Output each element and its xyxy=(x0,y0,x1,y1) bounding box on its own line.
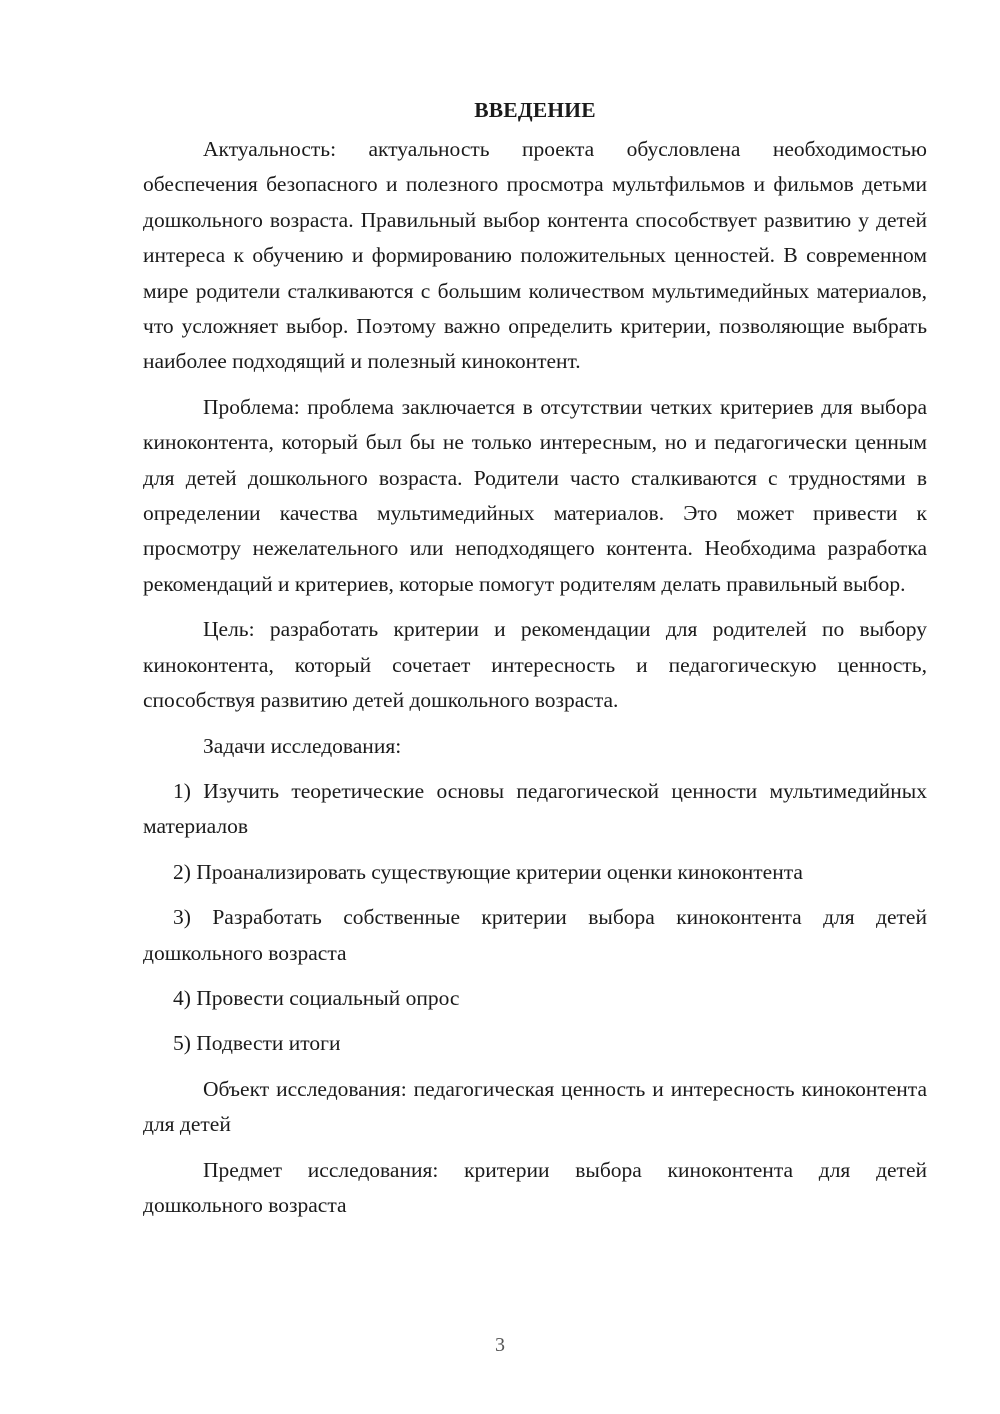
section-heading: ВВЕДЕНИЕ xyxy=(474,98,596,122)
document-page xyxy=(143,94,927,1233)
paragraph-goal: Цель: разработать критерии и рекомендации для родителей по выбору киноконтента, который сочетает интересность и педагогическую ценность, способствуя развитию детей дошкольного возраста. xyxy=(143,617,927,713)
list-item-task-5: 5) Подвести итоги xyxy=(173,1031,341,1056)
paragraph-object: Объект исследования: педагогическая ценность и интересность киноконтента для детей xyxy=(143,1076,927,1137)
paragraph-problem: Проблема: проблема заключается в отсутствии четких критериев для выбора киноконтента, который был бы не только интересным, но и педагогически ценным для детей дошкольного возраста. Родители часто сталкиваются с трудностями в определении качества мультимедийных материалов. Это может привести к просмотру нежелательного или неподходящего контента. Необходима разработка рекомендаций и критериев, которые помогут родителям делать правильный выбор. xyxy=(143,394,927,596)
list-item-task-1: 1) Изучить теоретические основы педагогической ценности мультимедийных материалов xyxy=(143,778,927,839)
paragraph-relevance: Актуальность: актуальность проекта обусловлена необходимостью обеспечения безопасного и полезного просмотра мультфильмов и фильмов детьми дошкольного возраста. Правильный выбор контента способствует развитию у детей интереса к обучению и формированию положительных ценностей. В современном мире родители сталкиваются с большим количеством мультимедийных материалов, что усложняет выбор. Поэтому важно определить критерии, позволяющие выбрать наиболее подходящий и полезный киноконтент. xyxy=(143,137,927,374)
list-item-task-2: 2) Проанализировать существующие критерии оценки киноконтента xyxy=(173,859,803,884)
list-item-task-3: 3) Разработать собственные критерии выбора киноконтента для детей дошкольного возраста xyxy=(143,905,927,965)
tasks-title: Задачи исследования: xyxy=(203,733,402,758)
page-number: 3 xyxy=(495,1334,505,1356)
tasks-list xyxy=(143,774,927,1062)
paragraph-subject: Предмет исследования: критерии выбора киноконтента для детей дошкольного возраста xyxy=(143,1157,927,1217)
list-item-task-4: 4) Провести социальный опрос xyxy=(173,985,460,1010)
